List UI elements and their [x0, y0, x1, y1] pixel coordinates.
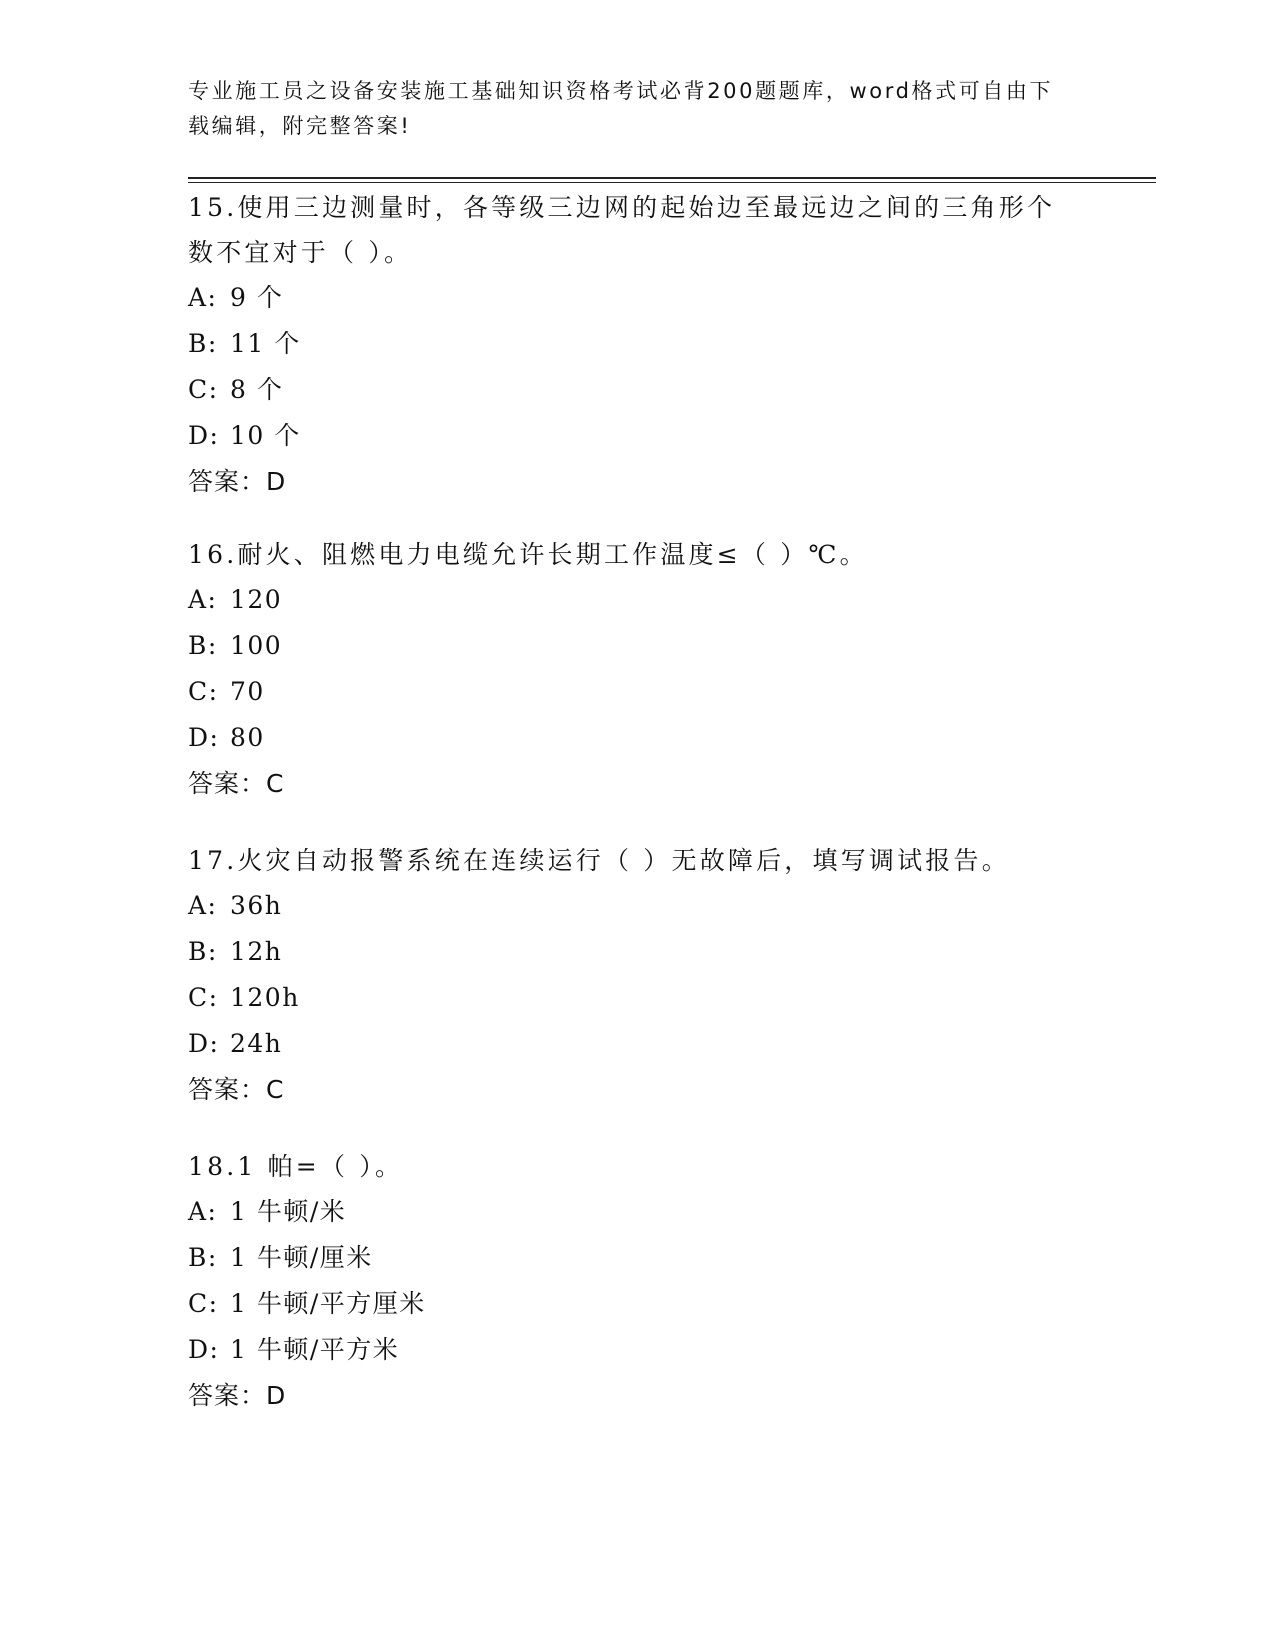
answer: 答案：C [188, 769, 285, 798]
option-text: 80 [230, 723, 265, 752]
option-text: 120h [230, 983, 300, 1012]
option-a [188, 577, 1088, 623]
option-c [188, 975, 1088, 1021]
option-text: 120 [230, 585, 283, 614]
option-letter: A: [188, 585, 218, 614]
option-c [188, 1281, 1088, 1327]
option-b [188, 623, 1088, 669]
question-18 [188, 1144, 1088, 1419]
question-stem: 17.火灾自动报警系统在连续运行（ ）无故障后，填写调试报告。 [188, 846, 1010, 875]
option-a [188, 883, 1088, 929]
option-a [188, 1189, 1088, 1235]
option-letter: A: [188, 283, 218, 312]
option-letter: B: [188, 631, 218, 660]
option-text: 9 个 [230, 283, 284, 312]
question-stem: 16.耐火、阻燃电力电缆允许长期工作温度≤（ ）℃。 [188, 540, 868, 569]
option-letter: C: [188, 983, 219, 1012]
option-text: 36h [230, 891, 283, 920]
option-letter: C: [188, 677, 219, 706]
option-letter: A: [188, 1197, 218, 1226]
option-letter: A: [188, 891, 218, 920]
option-d [188, 413, 1088, 459]
option-text: 1 牛顿/平方米 [230, 1335, 400, 1364]
option-letter: D: [188, 421, 220, 450]
option-b [188, 929, 1088, 975]
option-text: 8 个 [230, 375, 284, 404]
option-d [188, 715, 1088, 761]
header-divider-thin [188, 182, 1156, 183]
option-letter: B: [188, 937, 218, 966]
option-text: 24h [230, 1029, 283, 1058]
option-letter: D: [188, 723, 220, 752]
option-text: 70 [230, 677, 265, 706]
answer: 答案：C [188, 1075, 285, 1104]
option-text: 1 牛顿/厘米 [230, 1243, 373, 1272]
question-17 [188, 838, 1088, 1113]
header-divider-thick [188, 177, 1156, 179]
option-letter: D: [188, 1335, 220, 1364]
option-a [188, 275, 1088, 321]
option-text: 10 个 [230, 421, 301, 450]
question-stem: 18.1 帕=（ ）。 [188, 1152, 404, 1181]
option-c [188, 669, 1088, 715]
option-text: 1 牛顿/平方厘米 [230, 1289, 426, 1318]
document-header [188, 74, 1068, 144]
option-letter: C: [188, 375, 219, 404]
answer: 答案：D [188, 467, 287, 496]
option-d [188, 1021, 1088, 1067]
option-text: 12h [230, 937, 283, 966]
option-text: 11 个 [230, 329, 301, 358]
option-text: 1 牛顿/米 [230, 1197, 347, 1226]
question-stem: 15.使用三边测量时，各等级三边网的起始边至最远边之间的三角形个数不宜对于（ ）。 [188, 193, 1056, 267]
option-letter: C: [188, 1289, 219, 1318]
option-letter: B: [188, 1243, 218, 1272]
question-16 [188, 532, 1088, 807]
answer: 答案：D [188, 1381, 287, 1410]
option-c [188, 367, 1088, 413]
header-title: 专业施工员之设备安装施工基础知识资格考试必背200题题库，word格式可自由下载编辑，附完整答案! [188, 79, 1054, 138]
option-b [188, 1235, 1088, 1281]
option-text: 100 [230, 631, 283, 660]
option-letter: B: [188, 329, 218, 358]
option-b [188, 321, 1088, 367]
question-15 [188, 185, 1088, 505]
option-d [188, 1327, 1088, 1373]
option-letter: D: [188, 1029, 220, 1058]
